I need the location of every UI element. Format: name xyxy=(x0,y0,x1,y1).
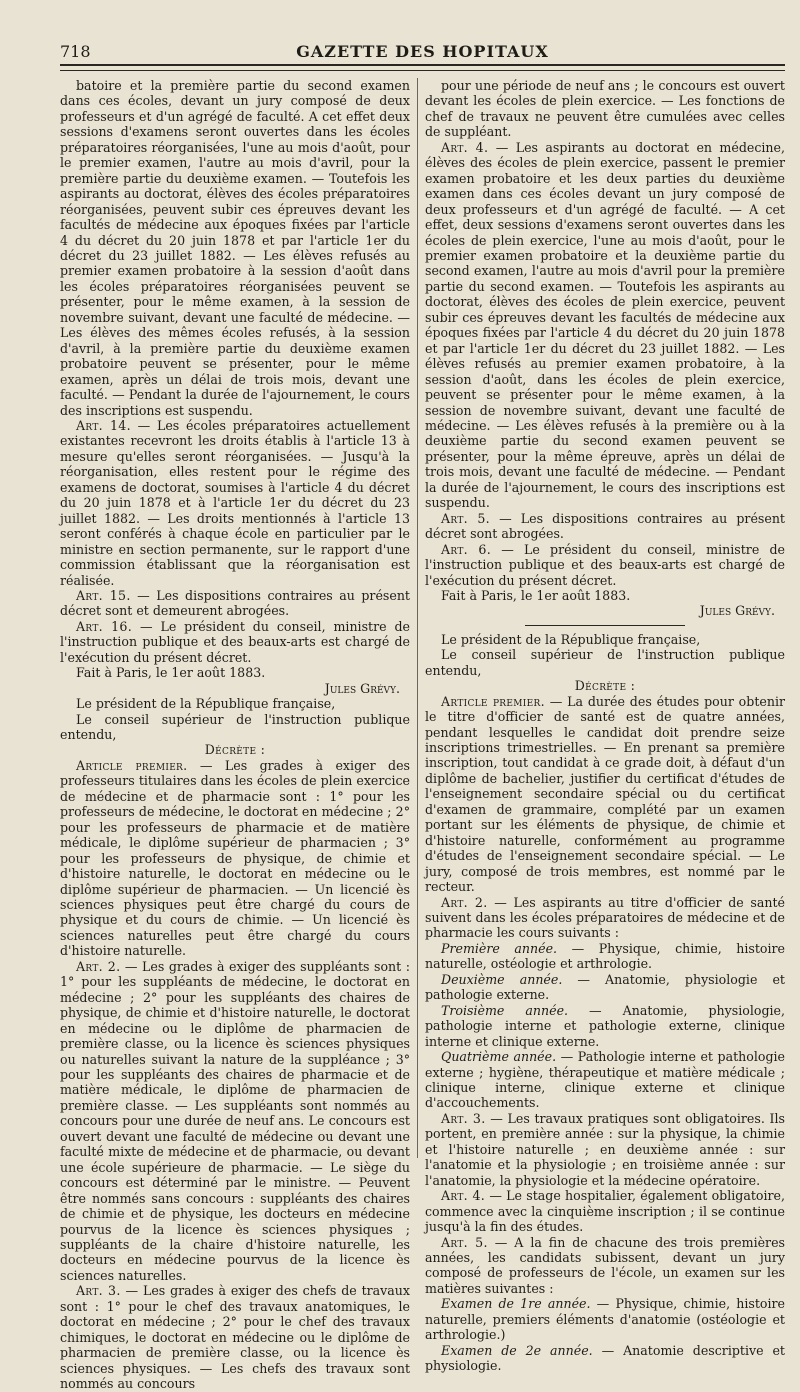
article-text: — Le président du conseil, ministre de l'instruction publique et des beaux-arts est chargé de l'exécution du présent décret. xyxy=(425,541,785,588)
article-text: — A la fin de chacune des trois premières années, les candidats subissent, devant un jury composé de professeurs de l'école, un examen sur les matières suivantes : xyxy=(425,1234,785,1296)
article-text: — Les écoles préparatoires actuellement existantes recevront les droits établis à l'article 13 à mesure qu'elles seront réorganisées. — Jusqu'à la réorganisation, elles restent pour le régime des examens de doctorat, soumises à l'article 4 du décret du 20 juin 1878 et à l'article 1er du décret du 23 juillet 1882. — Les droits mentionnés à l'article 13 seront conférés à chaque école en particulier par le ministre en section permanente, sur le rapport d'une commission établissant que la réorganisation est réalisée. xyxy=(60,417,410,588)
article-text: — Les grades à exiger des suppléants sont : 1° pour les suppléants de médecine, le doctorat en médecine ; 2° pour les suppléants des chaires de physique, de chimie et d'histoire naturelle, le doctorat en médecine ou le diplôme de pharmacien de première classe, ou la licence ès sciences physiques ou naturelles suivant la nature de la suppléance ; 3° pour les suppléants des chaires de pharmacie et de matière médicale, le diplôme de pharmacien de première classe. — Les suppléants sont nommés au concours pour une durée de neuf ans. Le concours est ouvert devant une faculté de médecine ou devant une faculté mixte de médecine et de pharmacie, ou devant une école supérieure de pharmacie. — Le siège du concours est déterminé par le ministre. — Peuvent être nommés sans concours : suppléants des chaires de chimie et de physique, les docteurs en médecine pourvus de la licence ès sciences physiques ; suppléants de la chaire d'histoire naturelle, les docteurs en médecine pourvus de la licence ès sciences naturelles. xyxy=(60,958,410,1283)
article-paragraph xyxy=(60,588,410,619)
article-number: Art. 4. xyxy=(441,139,489,155)
article-paragraph xyxy=(425,694,785,895)
signature-name: Jules Grévy. xyxy=(324,680,400,696)
section-divider xyxy=(525,625,685,626)
article-text: pour une période de neuf ans ; le concours est ouvert devant les écoles de plein exercice. — Les fonctions de chef de travaux ne peuvent être cumulées avec celles de suppléant. xyxy=(425,78,785,140)
article-text: — La durée des études pour obtenir le titre d'officier de santé est de quatre années, pendant lesquelles le candidat doit prendre seize inscriptions trimestrielles. — En prenant sa première inscription, tout candidat à ce grade doit, à défaut d'un diplôme de bachelier, justifier du certificat d'études de l'enseignement secondaire spécial ou du certificat d'examen de grammaire, complété par un examen portant sur les éléments de physique, de chimie et d'histoire naturelle, conformément au programme d'études de l'enseignement secondaire spécial. — Le jury, composé de trois membres, est nommé par le recteur. xyxy=(425,693,785,895)
journal-title: GAZETTE DES HOPITAUX xyxy=(296,42,549,61)
article-text: — Anatomie, physiologie et pathologie externe. xyxy=(425,971,785,1003)
article-paragraph xyxy=(425,140,785,511)
decree-heading: Décrète : xyxy=(574,678,636,694)
article-paragraph xyxy=(425,895,785,941)
year-label: Examen de 2e année. xyxy=(441,1342,593,1358)
year-label: Quatrième année. xyxy=(441,1049,557,1065)
article-text: batoire et la première partie du second examen dans ces écoles, devant un jury composé de deux professeurs et d'un agrégé de faculté. A cet effet deux sessions d'examens seront ouvertes dans les écoles préparatoires réorganisées, l'une au mois d'août, pour le premier examen, l'autre au mois d'avril, pour la première partie du deuxième examen. — Toutefois les aspirants au doctorat, élèves des écoles préparatoires réorganisées, peuvent subir ces épreuves devant les facultés de médecine aux époques fixées par l'article 4 du décret du 20 juin 1878 et par l'article 1er du décret du 23 juillet 1882. — Les élèves refusés au premier examen probatoire à la session d'août dans les écoles préparatoires réorganisées peuvent se présenter, pour le même examen, à la session de novembre suivant, devant une faculté de médecine. — Les élèves des mêmes écoles refusés, à la session d'avril, à la première partie du deuxième examen probatoire peuvent se présenter, pour le même examen, après un délai de trois mois, devant une faculté. — Pendant la durée de l'ajournement, le cours des inscriptions est suspendu. xyxy=(60,78,410,418)
article-text: — Les dispositions contraires au présent décret sont et demeurent abrogées. xyxy=(60,587,410,619)
article-text: — Le président du conseil, ministre de l'instruction publique et des beaux-arts est chargé de l'exécution du présent décret. xyxy=(60,618,410,665)
article-paragraph xyxy=(425,1111,785,1188)
preamble-line: Le conseil supérieur de l'instruction publique entendu, xyxy=(425,647,785,678)
article-text: — Les grades à exiger des professeurs titulaires dans les écoles de plein exercice de médecine et de pharmacie sont : 1° pour les professeurs de médecine, le doctorat en médecine ; 2° pour les professeurs de pharmacie et de matière médicale, le diplôme supérieur de pharmacien ; 3° pour les professeurs de physique, de chimie et d'histoire naturelle, le doctorat en médecine ou le diplôme supérieur de pharmacien. — Un licencié ès sciences physiques peut être chargé du cours de physique et du cours de chimie. — Un licencié ès sciences naturelles peut être chargé du cours d'histoire naturelle. xyxy=(60,757,410,959)
article-number: Art. 5. xyxy=(441,510,490,526)
article-paragraph xyxy=(425,1003,785,1049)
article-text: — Les travaux pratiques sont obligatoires. Ils portent, en première année : sur la physique, la chimie et l'histoire naturelle ; en deuxième année : sur l'anatomie et la physiologie ; en troisième année : sur l'anatomie, la physiologie et la médecine opératoire. xyxy=(425,1110,785,1188)
article-paragraph xyxy=(425,511,785,542)
article-number: Art. 3. xyxy=(76,1283,121,1299)
article-paragraph xyxy=(425,972,785,1003)
article-paragraph xyxy=(425,941,785,972)
article-paragraph xyxy=(425,1049,785,1111)
page-header xyxy=(60,38,785,62)
year-label: Troisième année. xyxy=(441,1002,569,1018)
preamble-line: Le président de la République française, xyxy=(76,696,336,712)
article-text: — Anatomie, physiologie, pathologie interne et pathologie externe, clinique interne et clinique externe. xyxy=(425,1002,785,1049)
preamble-line: Le président de la République française, xyxy=(441,631,701,647)
article-number: Art. 6. xyxy=(441,541,492,557)
article-paragraph xyxy=(425,1235,785,1297)
article-number: Art. 14. xyxy=(76,417,131,433)
article-text: — Les aspirants au titre d'officier de santé suivent dans les écoles préparatoires de médecine et de pharmacie les cours suivants : xyxy=(425,894,785,941)
year-label: Première année. xyxy=(441,940,558,956)
signature xyxy=(60,681,410,696)
article-paragraph xyxy=(425,1188,785,1234)
article-paragraph xyxy=(425,78,785,140)
column-divider xyxy=(417,78,418,1158)
decree-heading: Décrète : xyxy=(204,742,266,758)
article-text: — Anatomie descriptive et physiologie. xyxy=(425,1342,785,1374)
signature-name: Jules Grévy. xyxy=(699,603,775,619)
preamble-line: Le conseil supérieur de l'instruction publique entendu, xyxy=(60,711,410,743)
article-number: Art. 3. xyxy=(441,1110,486,1126)
article-paragraph xyxy=(60,78,410,418)
article-paragraph xyxy=(60,758,410,959)
article-paragraph xyxy=(425,1296,785,1342)
article-text: — Les dispositions contraires au présent décret sont abrogées. xyxy=(425,510,785,542)
left-column xyxy=(60,78,410,1392)
date-line: Fait à Paris, le 1er août 1883. xyxy=(441,587,631,603)
signature xyxy=(425,603,785,618)
right-column xyxy=(425,78,785,1374)
article-number: Art. 2. xyxy=(76,958,121,974)
year-label: Deuxième année. xyxy=(441,971,563,987)
date-line: Fait à Paris, le 1er août 1883. xyxy=(76,665,266,681)
article-number: Art. 15. xyxy=(76,587,131,603)
year-label: Examen de 1re année. xyxy=(441,1296,591,1312)
article-paragraph xyxy=(60,1283,410,1391)
article-text: — Le stage hospitalier, également obligatoire, commence avec la cinquième inscription ; il se continue jusqu'à la fin des études. xyxy=(425,1188,785,1235)
page-number: 718 xyxy=(60,42,91,61)
article-paragraph xyxy=(60,418,410,588)
article-paragraph xyxy=(425,542,785,588)
article-text: — Les aspirants au doctorat en médecine, élèves des écoles de plein exercice, passent le premier examen probatoire et les deux parties du deuxième examen dans ces écoles devant un jury composé de deux professeurs et d'un agrégé de faculté. — A cet effet, deux sessions d'examens seront ouvertes dans les écoles de plein exercice, l'une au mois d'août, pour le premier examen probatoire et la deuxième partie du second examen, l'autre au mois d'avril pour la première partie du second examen. — Toutefois les aspirants au doctorat, élèves des écoles de plein exercice, peuvent subir ces épreuves devant les facultés de médecine aux époques fixées par l'article 4 du décret du 20 juin 1878 et par l'article 1er du décret du 23 juillet 1882. — Les élèves refusés au premier examen probatoire, à la session d'août, dans les écoles de plein exercice, peuvent se présenter pour le même examen, à la session de novembre suivant, devant une faculté de médecine. — Les élèves refusés à la première ou à la deuxième partie du second examen peuvent se présenter, pour la même épreuve, après un délai de trois mois, devant une faculté de médecine. — Pendant la durée de l'ajournement, le cours des inscriptions est suspendu. xyxy=(425,139,785,511)
article-number: Art. 16. xyxy=(76,618,133,634)
article-number: Article premier. xyxy=(441,693,545,709)
header-rule xyxy=(60,64,785,66)
article-paragraph xyxy=(60,959,410,1284)
article-text: — Physique, chimie, histoire naturelle, ostéologie et arthrologie. xyxy=(425,940,785,972)
article-number: Art. 4. xyxy=(441,1188,486,1204)
article-text: — Pathologie interne et pathologie externe ; hygiène, thérapeutique et matière médicale ; clinique interne, clinique externe et clinique d'accouchements. xyxy=(425,1049,785,1111)
article-paragraph xyxy=(425,1343,785,1374)
article-text: — Physique, chimie, histoire naturelle, premiers éléments d'anatomie (ostéologie et arthrologie.) xyxy=(425,1296,785,1343)
article-number: Art. 5. xyxy=(441,1234,488,1250)
article-number: Art. 2. xyxy=(441,894,488,910)
article-paragraph xyxy=(60,619,410,665)
article-text: — Les grades à exiger des chefs de travaux sont : 1° pour le chef des travaux anatomiques, le doctorat en médecine ; 2° pour le chef des travaux chimiques, le doctorat en médecine ou le diplôme de pharmacien de première classe, ou la licence ès sciences physiques. — Les chefs des travaux sont nommés au concours xyxy=(60,1283,410,1392)
article-number: Article premier. xyxy=(76,757,188,773)
header-rule-thin xyxy=(60,70,785,71)
